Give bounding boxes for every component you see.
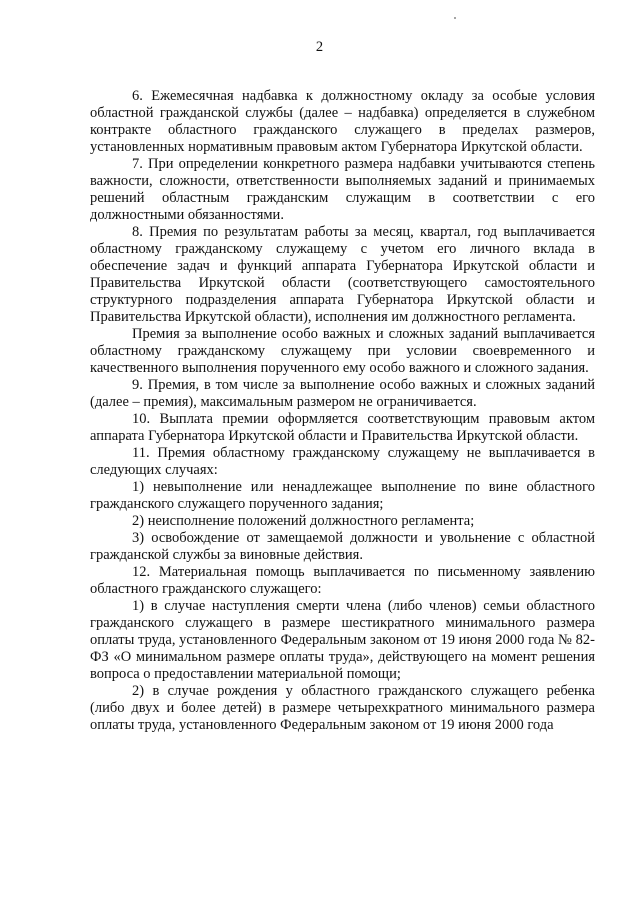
paragraph-7: 7. При определении конкретного размера надбавки учитываются степень важности, сложности, ответственности выполняемых заданий и принимаемых решений областным гражданским служащим в соответствии с его должностными обязанностями. bbox=[90, 156, 595, 223]
document-body bbox=[90, 88, 595, 734]
paragraph-10: 10. Выплата премии оформляется соответствующим правовым актом аппарата Губернатора Иркутской области и Правительства Иркутской области. bbox=[90, 411, 595, 444]
page-number: 2 bbox=[315, 39, 324, 55]
paragraph-6: 6. Ежемесячная надбавка к должностному окладу за особые условия областной гражданской службы (далее – надбавка) определяется в служебном контракте областного гражданского служащего в пределах размеров, установленных нормативным правовым актом Губернатора Иркутской области. bbox=[90, 88, 595, 155]
paragraph-12-item-2: 2) в случае рождения у областного гражданского служащего ребенка (либо двух и более детей) в размере четырехкратного минимального размера оплаты труда, установленного Федеральным законом от 19 июня 2000 года bbox=[90, 683, 595, 733]
scan-speck bbox=[454, 17, 456, 19]
paragraph-12: 12. Материальная помощь выплачивается по письменному заявлению областного гражданского служащего: bbox=[90, 564, 595, 597]
paragraph-11-item-2: 2) неисполнение положений должностного регламента; bbox=[132, 513, 475, 529]
paragraph-8: 8. Премия по результатам работы за месяц, квартал, год выплачивается областному гражданскому служащему с учетом его личного вклада в обеспечение задач и функций аппарата Губернатора Иркутской области и Правительства Иркутской области (соответствующего самостоятельного структурного подразделения аппарата Губернатора Иркутской области и Правительства Иркутской области), исполнения им должностного регламента. bbox=[90, 224, 595, 325]
paragraph-9: 9. Премия, в том числе за выполнение особо важных и сложных заданий (далее – премия), максимальным размером не ограничивается. bbox=[90, 377, 595, 410]
paragraph-12-item-1: 1) в случае наступления смерти члена (либо членов) семьи областного гражданского служащего в размере шестикратного минимального размера оплаты труда, установленного Федеральным законом от 19 июня 2000 года № 82-ФЗ «О минимальном размере оплаты труда», действующего на момент решения вопроса о предоставлении материальной помощи; bbox=[90, 598, 595, 682]
paragraph-11-item-1: 1) невыполнение или ненадлежащее выполнение по вине областного гражданского служащего порученного задания; bbox=[90, 479, 595, 512]
paragraph-11: 11. Премия областному гражданскому служащему не выплачивается в следующих случаях: bbox=[90, 445, 595, 478]
paragraph-8-bonus: Премия за выполнение особо важных и сложных заданий выплачивается областному гражданскому служащему при условии своевременного и качественного выполнения порученного ему особо важного и сложного задания. bbox=[90, 326, 595, 376]
paragraph-11-item-3: 3) освобождение от замещаемой должности и увольнение с областной гражданской службы за виновные действия. bbox=[90, 530, 595, 563]
